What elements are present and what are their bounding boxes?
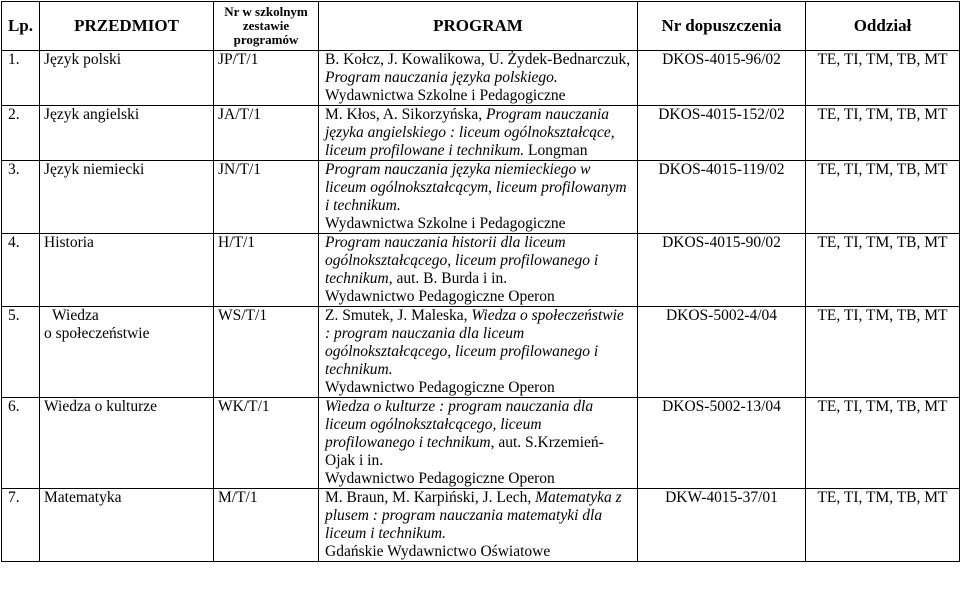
row-dop: DKOS-4015-90/02: [638, 234, 806, 307]
program-authors: M. Braun, M. Karpiński, J. Lech,: [325, 489, 536, 506]
row-dop: DKOS-4015-96/02: [638, 51, 806, 106]
program-publisher: Wydawnictwa Szkolne i Pedagogiczne: [325, 87, 566, 104]
program-title: Program nauczania języka polskiego.: [325, 69, 558, 86]
header-nr: Nr w szkolnym zestawie programów: [214, 2, 319, 51]
program-authors: Z. Smutek, J. Maleska,: [325, 307, 472, 324]
row-program: [319, 307, 638, 398]
row-lp: 1.: [2, 51, 40, 106]
row-subject: Język polski: [40, 51, 214, 106]
table-row: [2, 161, 960, 234]
program-title: Program nauczania języka angielskiego : liceum ogólnokształcące, liceum profilowane i technikum.: [325, 106, 615, 159]
program-title: Program nauczania historii dla liceum ogólnokształcącego, liceum profilowanego i technikum: [325, 234, 599, 287]
row-program: [319, 161, 638, 234]
row-program: [319, 234, 638, 307]
header-program: PROGRAM: [319, 2, 638, 51]
header-lp: Lp.: [2, 2, 40, 51]
row-lp: 2.: [2, 106, 40, 161]
row-oddzial: TE, TI, TM, TB, MT: [806, 489, 960, 562]
row-lp: 4.: [2, 234, 40, 307]
row-lp: 3.: [2, 161, 40, 234]
curriculum-table: [1, 1, 960, 562]
table-row: [2, 398, 960, 489]
program-title: Matematyka z plusem : program nauczania matematyki dla liceum i technikum.: [325, 489, 622, 542]
row-program: [319, 489, 638, 562]
row-oddzial: TE, TI, TM, TB, MT: [806, 161, 960, 234]
program-publisher: Gdańskie Wydawnictwo Oświatowe: [325, 543, 551, 560]
row-subject: Język angielski: [40, 106, 214, 161]
program-title-suffix: , aut. S.Krzemień-Ojak i in.: [325, 434, 604, 469]
row-program: [319, 106, 638, 161]
table-row: [2, 106, 960, 161]
row-nr: JA/T/1: [214, 106, 319, 161]
program-title: Wiedza o kulturze : program nauczania dla liceum ogólnokształcącego, liceum profilowanego i technikum: [325, 398, 594, 451]
row-oddzial: TE, TI, TM, TB, MT: [806, 234, 960, 307]
row-nr: JP/T/1: [214, 51, 319, 106]
header-oddzial: Oddział: [806, 2, 960, 51]
program-title: Program nauczania języka niemieckiego w liceum ogólnokształcącym, liceum profilowanym i technikum.: [325, 161, 627, 214]
row-dop: DKW-4015-37/01: [638, 489, 806, 562]
header-dop: Nr dopuszczenia: [638, 2, 806, 51]
row-program: [319, 398, 638, 489]
row-lp: 7.: [2, 489, 40, 562]
table-row: [2, 234, 960, 307]
header-row: [2, 2, 960, 51]
row-lp: 5.: [2, 307, 40, 398]
row-subject: Historia: [40, 234, 214, 307]
program-title-suffix: , aut. B. Burda i in.: [388, 270, 508, 287]
row-subject: [40, 307, 214, 398]
program-publisher: Wydawnictwo Pedagogiczne Operon: [325, 288, 555, 305]
row-dop: DKOS-5002-4/04: [638, 307, 806, 398]
row-subject: Matematyka: [40, 489, 214, 562]
table-row: [2, 307, 960, 398]
subject-line1: Wiedza: [52, 307, 99, 324]
row-dop: DKOS-5002-13/04: [638, 398, 806, 489]
row-nr: M/T/1: [214, 489, 319, 562]
table-row: [2, 489, 960, 562]
row-oddzial: TE, TI, TM, TB, MT: [806, 51, 960, 106]
program-publisher: Longman: [524, 142, 588, 159]
row-oddzial: TE, TI, TM, TB, MT: [806, 106, 960, 161]
program-authors: B. Kołcz, J. Kowalikowa, U. Żydek-Bednarczuk,: [325, 51, 631, 68]
row-nr: H/T/1: [214, 234, 319, 307]
row-oddzial: TE, TI, TM, TB, MT: [806, 398, 960, 489]
program-title: Wiedza o społeczeństwie : program nauczania dla liceum ogólnokształcącego, liceum profilowanego i technikum.: [325, 307, 624, 378]
row-dop: DKOS-4015-119/02: [638, 161, 806, 234]
row-nr: WS/T/1: [214, 307, 319, 398]
row-oddzial: TE, TI, TM, TB, MT: [806, 307, 960, 398]
program-authors: M. Kłos, A. Sikorzyńska,: [325, 106, 487, 123]
row-subject: Wiedza o kulturze: [40, 398, 214, 489]
row-subject: Język niemiecki: [40, 161, 214, 234]
table-row: [2, 51, 960, 106]
header-subject: PRZEDMIOT: [40, 2, 214, 51]
row-program: [319, 51, 638, 106]
row-dop: DKOS-4015-152/02: [638, 106, 806, 161]
row-nr: JN/T/1: [214, 161, 319, 234]
row-nr: WK/T/1: [214, 398, 319, 489]
row-lp: 6.: [2, 398, 40, 489]
program-publisher: Wydawnictwa Szkolne i Pedagogiczne: [325, 215, 566, 232]
program-publisher: Wydawnictwo Pedagogiczne Operon: [325, 379, 555, 396]
program-publisher: Wydawnictwo Pedagogiczne Operon: [325, 470, 555, 487]
subject-line2: o społeczeństwie: [44, 325, 150, 342]
